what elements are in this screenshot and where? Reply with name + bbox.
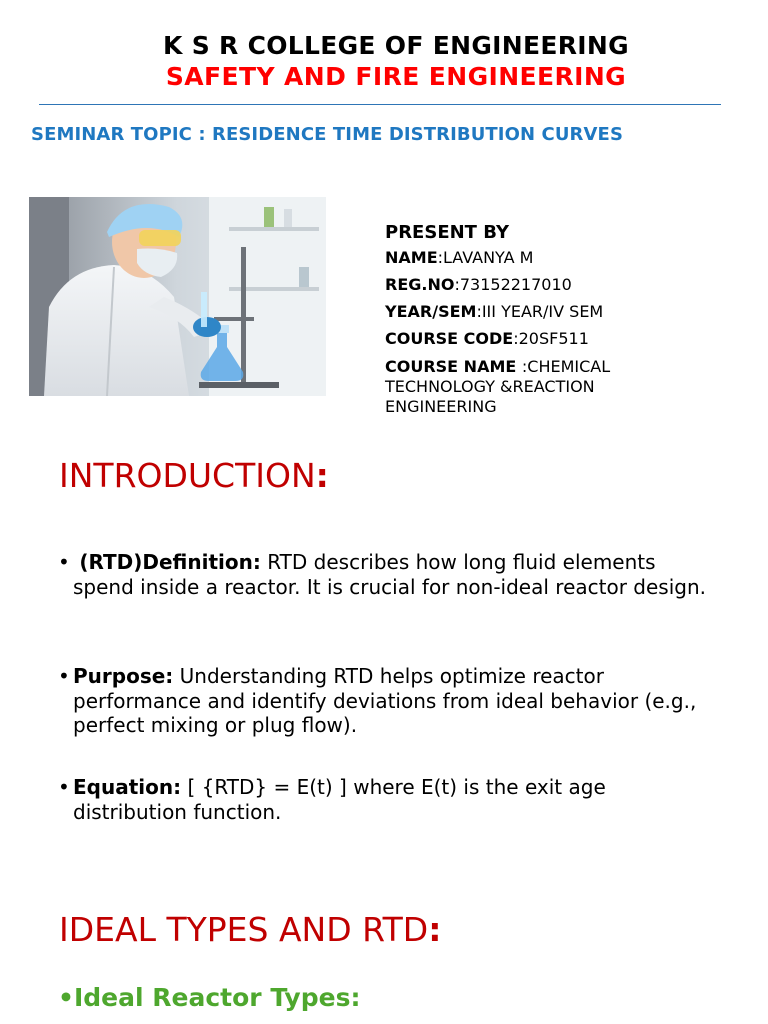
bullet-dot: • (58, 775, 70, 799)
equation-text: [ {RTD} = E(t) ] where E(t) is the exit age distribution function. (73, 775, 606, 824)
header-divider (39, 104, 721, 105)
bullet-definition (58, 550, 718, 599)
college-title: K S R COLLEGE OF ENGINEERING (163, 31, 629, 60)
definition-text: RTD describes how long fluid elements spend inside a reactor. It is crucial for non-ideal reactor design. (73, 550, 706, 599)
course-code-label: COURSE CODE (385, 329, 514, 348)
name-label: NAME (385, 248, 438, 267)
course-name-label: COURSE NAME (385, 357, 522, 376)
introduction-heading-text: INTRODUCTION (59, 456, 316, 495)
department-title: SAFETY AND FIRE ENGINEERING (165, 62, 627, 91)
yearsem-value: :III YEAR/IV SEM (476, 302, 604, 321)
ideal-types-heading-colon: : (428, 910, 442, 949)
bullet-purpose (58, 664, 718, 738)
regno-label: REG.NO (385, 275, 455, 294)
present-by-heading: PRESENT BY (385, 222, 509, 243)
equation-label: Equation: (73, 775, 182, 799)
presenter-yearsem (385, 303, 685, 321)
presenter-regno (385, 276, 685, 294)
purpose-label: Purpose: (73, 664, 174, 688)
yearsem-label: YEAR/SEM (385, 302, 477, 321)
lab-scientist-photo (29, 197, 326, 396)
ideal-types-heading-text: IDEAL TYPES AND RTD (59, 910, 429, 949)
course-code-value: :20SF511 (513, 329, 589, 348)
bullet-equation (58, 775, 718, 824)
bullet-dot: • (58, 983, 74, 1012)
name-value: :LAVANYA M (437, 248, 534, 267)
bullet-dot: • (58, 664, 70, 688)
course-name-value: :CHEMICAL TECHNOLOGY &REACTION ENGINEERING (385, 357, 611, 416)
presenter-name (385, 249, 685, 267)
presenter-course-name (385, 357, 685, 417)
presenter-block (385, 222, 685, 426)
ideal-reactor-types-subheading (58, 983, 360, 1012)
bullet-dot: • (58, 550, 70, 574)
regno-value: :73152217010 (454, 275, 572, 294)
introduction-heading (59, 456, 329, 495)
ideal-types-heading (59, 910, 441, 949)
presenter-course-code (385, 330, 685, 348)
introduction-heading-colon: : (315, 456, 329, 495)
ideal-reactor-types-text: Ideal Reactor Types: (73, 983, 361, 1012)
purpose-text: Understanding RTD helps optimize reactor performance and identify deviations from ideal behavior (e.g., perfect mixing or plug flow). (73, 664, 697, 737)
seminar-topic: SEMINAR TOPIC : RESIDENCE TIME DISTRIBUTION CURVES (31, 124, 624, 145)
definition-label: (RTD)Definition: (79, 550, 261, 574)
